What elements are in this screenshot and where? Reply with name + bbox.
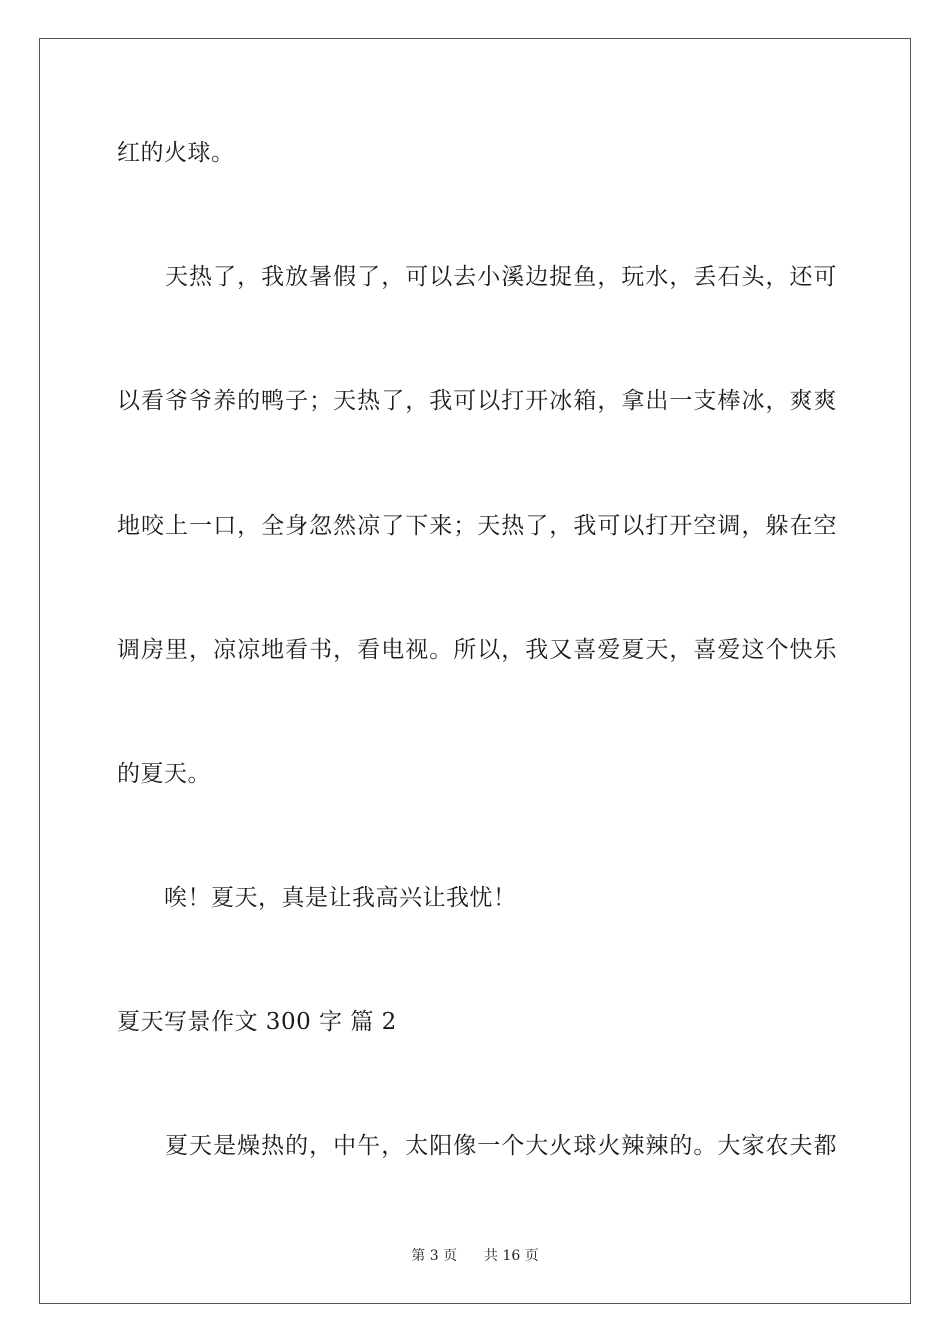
page-number: 第 3 页 [411,1248,458,1264]
paragraph-line: 地咬上一口，全身忽然凉了下来；天热了，我可以打开空调，躲在空 [117,513,837,539]
paragraph-line: 天热了，我放暑假了，可以去小溪边捉鱼，玩水，丢石头，还可 [117,264,837,290]
paragraph-line: 唉！夏天，真是让我高兴让我忧！ [117,885,517,911]
page-total: 共 16 页 [484,1248,539,1264]
paragraph-line: 夏天是燥热的，中午，太阳像一个大火球火辣辣的。大家农夫都 [117,1133,837,1159]
paragraph-line: 红的火球。 [117,140,235,166]
paragraph-line: 的夏天。 [117,761,211,787]
paragraph-line: 调房里，凉凉地看书，看电视。所以，我又喜爱夏天，喜爱这个快乐 [117,637,837,663]
section-heading: 夏天写景作文 300 字 篇 2 [117,1009,397,1035]
paragraph-line: 以看爷爷养的鸭子；天热了，我可以打开冰箱，拿出一支棒冰，爽爽 [117,388,837,414]
page-footer [0,1247,950,1265]
page-border [39,38,911,1304]
